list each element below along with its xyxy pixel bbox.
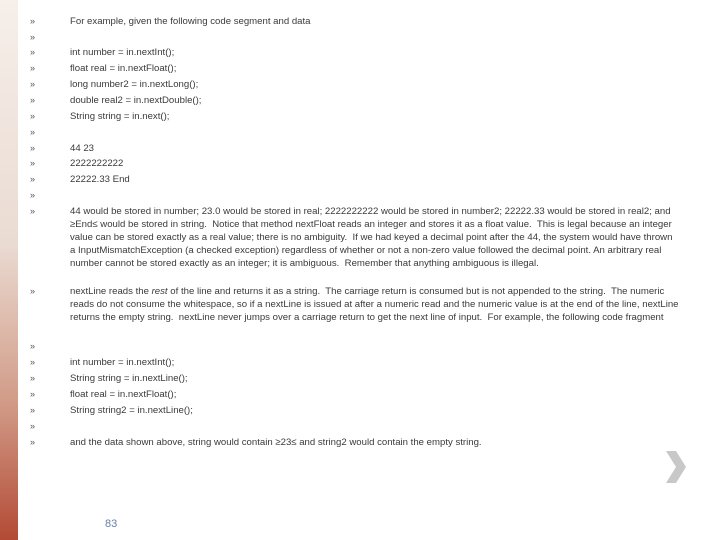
list-item-text: long number2 = in.nextLong(); [70, 79, 199, 90]
bullet-icon: » [30, 47, 36, 57]
bullet-icon: » [30, 341, 36, 351]
bullet-icon: » [30, 437, 36, 447]
bullet-icon: » [30, 190, 36, 200]
list-item-text: String string = in.nextLine(); [70, 373, 188, 384]
bullet-icon: » [30, 95, 36, 105]
bullet-icon: » [30, 32, 36, 42]
list-item-text: float real = in.nextFloat(); [70, 63, 177, 74]
list-item-text: 44 would be stored in number; 23.0 would be stored in real; 2222222222 would be stored in number2; 22222.33 would be stored in real2; and ≥End≤ would be stored in string. Notice that method nextFloat reads an integer and stores it as a float value. This is legal because an integer value can be stored exactly as a real value; there is no ambiguity. If we had keyed a decimal point after the 44, the system would have thrown a InputMismatchException (a checked exception) regardless of whether or not a non-zero value followed the decimal point. An arbitrary real number cannot be stored exactly as an integer; it is ambiguous. Remember that anything ambiguous is illegal. [70, 206, 676, 269]
list-item-text: String string2 = in.nextLine(); [70, 405, 193, 416]
bullet-icon: » [30, 111, 36, 121]
bullet-icon: » [30, 143, 36, 153]
list-item-text: and the data shown above, string would contain ≥23≤ and string2 would contain the empty string. [70, 437, 482, 448]
bullet-icon: » [30, 158, 36, 168]
list-item-text: nextLine reads the rest of the line and returns it as a string. The carriage return is consumed but is not appended to the string. The numeric reads do not consume the whitespace, so if a nextLine is issued at after a numeric read and the numeric value is at the end of the line, nextLine returns the empty string. nextLine never jumps over a carriage return to get the next line of input. For example, the following code fragment [70, 286, 682, 323]
list-item-text: 22222.33 End [70, 174, 130, 185]
list-item-text: float real = in.nextFloat(); [70, 389, 177, 400]
bullet-icon: » [30, 63, 36, 73]
list-item-text: int number = in.nextInt(); [70, 357, 175, 368]
next-slide-chevron-icon[interactable] [660, 449, 690, 485]
bullet-icon: » [30, 174, 36, 184]
bullet-icon: » [30, 286, 36, 296]
bullet-icon: » [30, 357, 36, 367]
bullet-icon: » [30, 79, 36, 89]
bullet-icon: » [30, 421, 36, 431]
bullet-icon: » [30, 206, 36, 216]
list-item-text: For example, given the following code segment and data [70, 16, 311, 27]
list-item-text: 2222222222 [70, 158, 124, 169]
list-item-text: String string = in.next(); [70, 111, 170, 122]
list-item-text: 44 23 [70, 143, 95, 154]
list-item-text: int number = in.nextInt(); [70, 47, 175, 58]
bullet-icon: » [30, 405, 36, 415]
list-item-text: double real2 = in.nextDouble(); [70, 95, 202, 106]
bullet-icon: » [30, 389, 36, 399]
bullet-icon: » [30, 16, 36, 26]
bullet-icon: » [30, 373, 36, 383]
bullet-icon: » [30, 127, 36, 137]
page-number: 83 [105, 518, 118, 530]
